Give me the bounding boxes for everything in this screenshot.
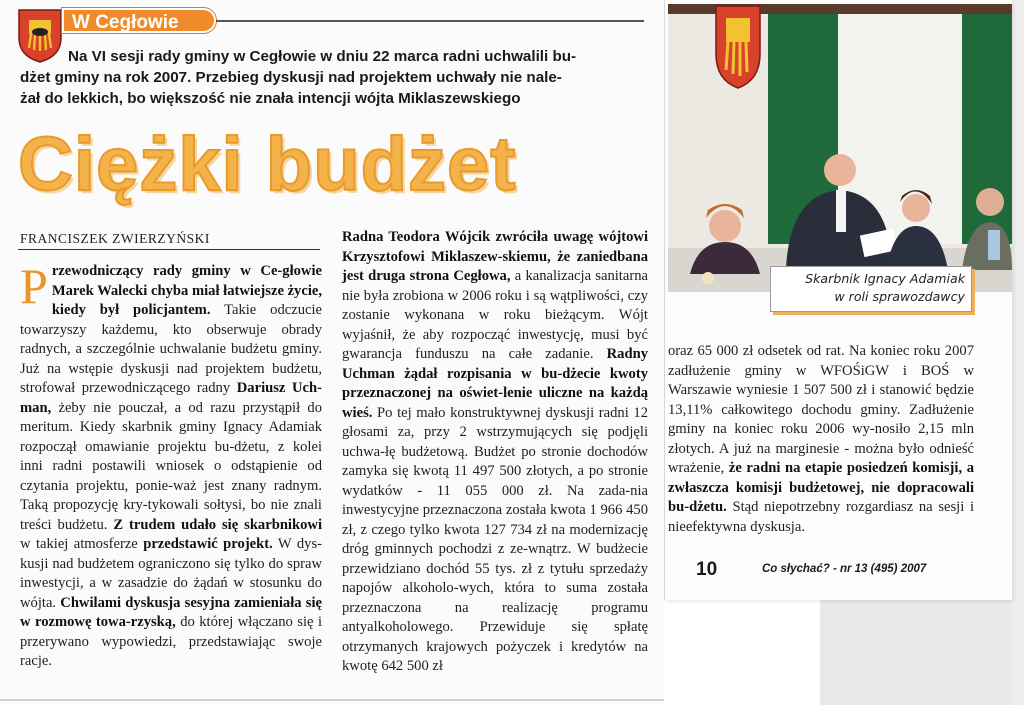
bottom-rule [0,699,664,701]
lead-paragraph [20,46,644,109]
text-run: żeby nie pouczał, a od razu przystąpił do meritum. Kiedy skarbnik gminy Ignacy Adamiak rozpoczął omawianie projektu bu-dżetu, z kolei inni radni postawili wniosek o odstąpienie od czytania projektu, ponie-waż jest znany radnym. Taką propozycję kry-tykowali sołtysi, bo nie znali treści budżetu. [20,399,322,533]
text-run: Stąd niepotrzebny rozgardiasz na sesji i nieefektywna dyskusja. [668,499,974,535]
drop-cap: P [20,258,48,314]
text-run: Takie odczucie towarzyszy każdemu, kto obserwuje obrady radnych, a szczególnie uchwalanie budżetu gminy. Już na wstępie dyskusji nad projektem budżetu, strofował przewodniczącego radny [20,302,322,396]
text-run: w takiej atmosferze [20,536,144,552]
magazine-issue: Co słychać? - nr 13 (495) 2007 [762,563,927,575]
text-run: do której włączano się i przerywano wypowiedzi, przedstawiając swoje racje. [20,614,322,669]
byline-rule [18,249,320,250]
lead-line-3: żał do lekkich, bo większość nie znała intencji wójta Miklaszewskiego [20,90,521,107]
text-run: W dys-kusji nad budżetem ograniczono się tylko do spraw inwestycji, a w zasadzie do żądań w stosunku do wójta. [20,536,322,611]
name-bold: Dariusz Uch-man, [20,380,322,416]
emphasis-bold: przedstawić projekt. [143,536,273,552]
emphasis-bold: Z trudem udało się skarbnikowi [113,516,322,533]
caption-line-2: w roli sprawozdawcy [834,289,965,304]
article-column-3 [668,342,974,537]
header-rule [216,20,644,22]
lead-line-1: Na VI sesji rady gminy w Cegłowie w dniu 22 marca radni uchwalili bu- [68,48,577,65]
section-label: W Cegłowie [72,12,179,33]
intro-bold: rzewodniczący rady gminy w Ce-głowie Marek Walecki chyba miał łatwiejsze życie, kiedy był policjantem. [51,263,323,318]
section-tab [62,8,216,33]
background-edge [1012,0,1024,705]
emphasis-bold: że radni na etapie posiedzeń komisji, a zwłaszcza komisji budżetowej, nie dopracowali bu-dżetu. [668,460,974,515]
article-column-2 [342,228,648,677]
caption-line-1: Skarbnik Ignacy Adamiak [805,271,965,286]
page-number: 10 [696,559,718,580]
background-strip [820,600,1024,705]
council-photo [668,4,1012,292]
photo-caption [770,266,972,312]
lead-line-2: dżet gminy na rok 2007. Przebieg dyskusji nad projektem uchwały nie nale- [20,69,562,86]
emphasis-bold: Radny Uchman żądał rozpisania w bu-dżecie kwoty przeznaczonej na oświet-lenie uliczne na każdą wieś. [342,346,648,421]
emphasis-bold: Chwilami dyskusja sesyjna zamieniała się w rozmowę towa-rzyską, [20,594,322,630]
emphasis-bold: Radna Teodora Wójcik zwróciła uwagę wójtowi Krzysztofowi Miklaszew-skiemu, że zaniedbana jest druga strona Cegłowa, [342,229,648,284]
page-footer [696,559,996,583]
text-run: Po tej mało konstruktywnej dyskusji radni 12 głosami za, przy 2 wstrzymujących się podjęli uchwa-łę budżetową. Budżet po stronie dochodów zamyka się kwotą 11 497 500 złotych, a po stronie wydatków - 11 055 000 zł. Na zada-nia inwestycyjne przeznaczona została kwota 1 966 450 zł, z czego tylko kwota 127 734 zł na modernizację dróg gminnych pochodzi z ze-wnątrz. W budżecie przewidziano dochód 55 tys. zł z tytułu sprzedaży napojów alkoholo-wych, która to suma została przeznaczona na realizację programu antyalkoholowego. Przewiduje się spłatę otrzymanych krajowych pożyczek i kredytów na kwotę 642 500 zł [342,404,648,674]
headline: Ciężki budżet [18,122,517,207]
text-run: oraz 65 000 zł odsetek od rat. Na koniec roku 2007 zadłużenie gminy w WFOŚiGW i BOŚ w Warszawie wyniesie 1 507 500 zł i stanowić będzie 13,11% całkowitego dochodu gminy. Zadłużenie gminy na koniec roku 2006 wy-nosiło 2,15 mln złotych. A już na marginesie - można było odnieść wrażenie, [668,343,974,476]
byline: FRANCISZEK ZWIERZYŃSKI [20,231,210,246]
article-column-1 [20,258,323,672]
text-run: a kanalizacja sanitarna nie była zrobiona w 2006 roku i są wątpliwości, czy zostanie wykonana w roku bieżącym. Wójt wyjaśnił, że aby rozpocząć inwestycję, musi być gwarancja funduszu na całe zadanie. [342,268,648,362]
